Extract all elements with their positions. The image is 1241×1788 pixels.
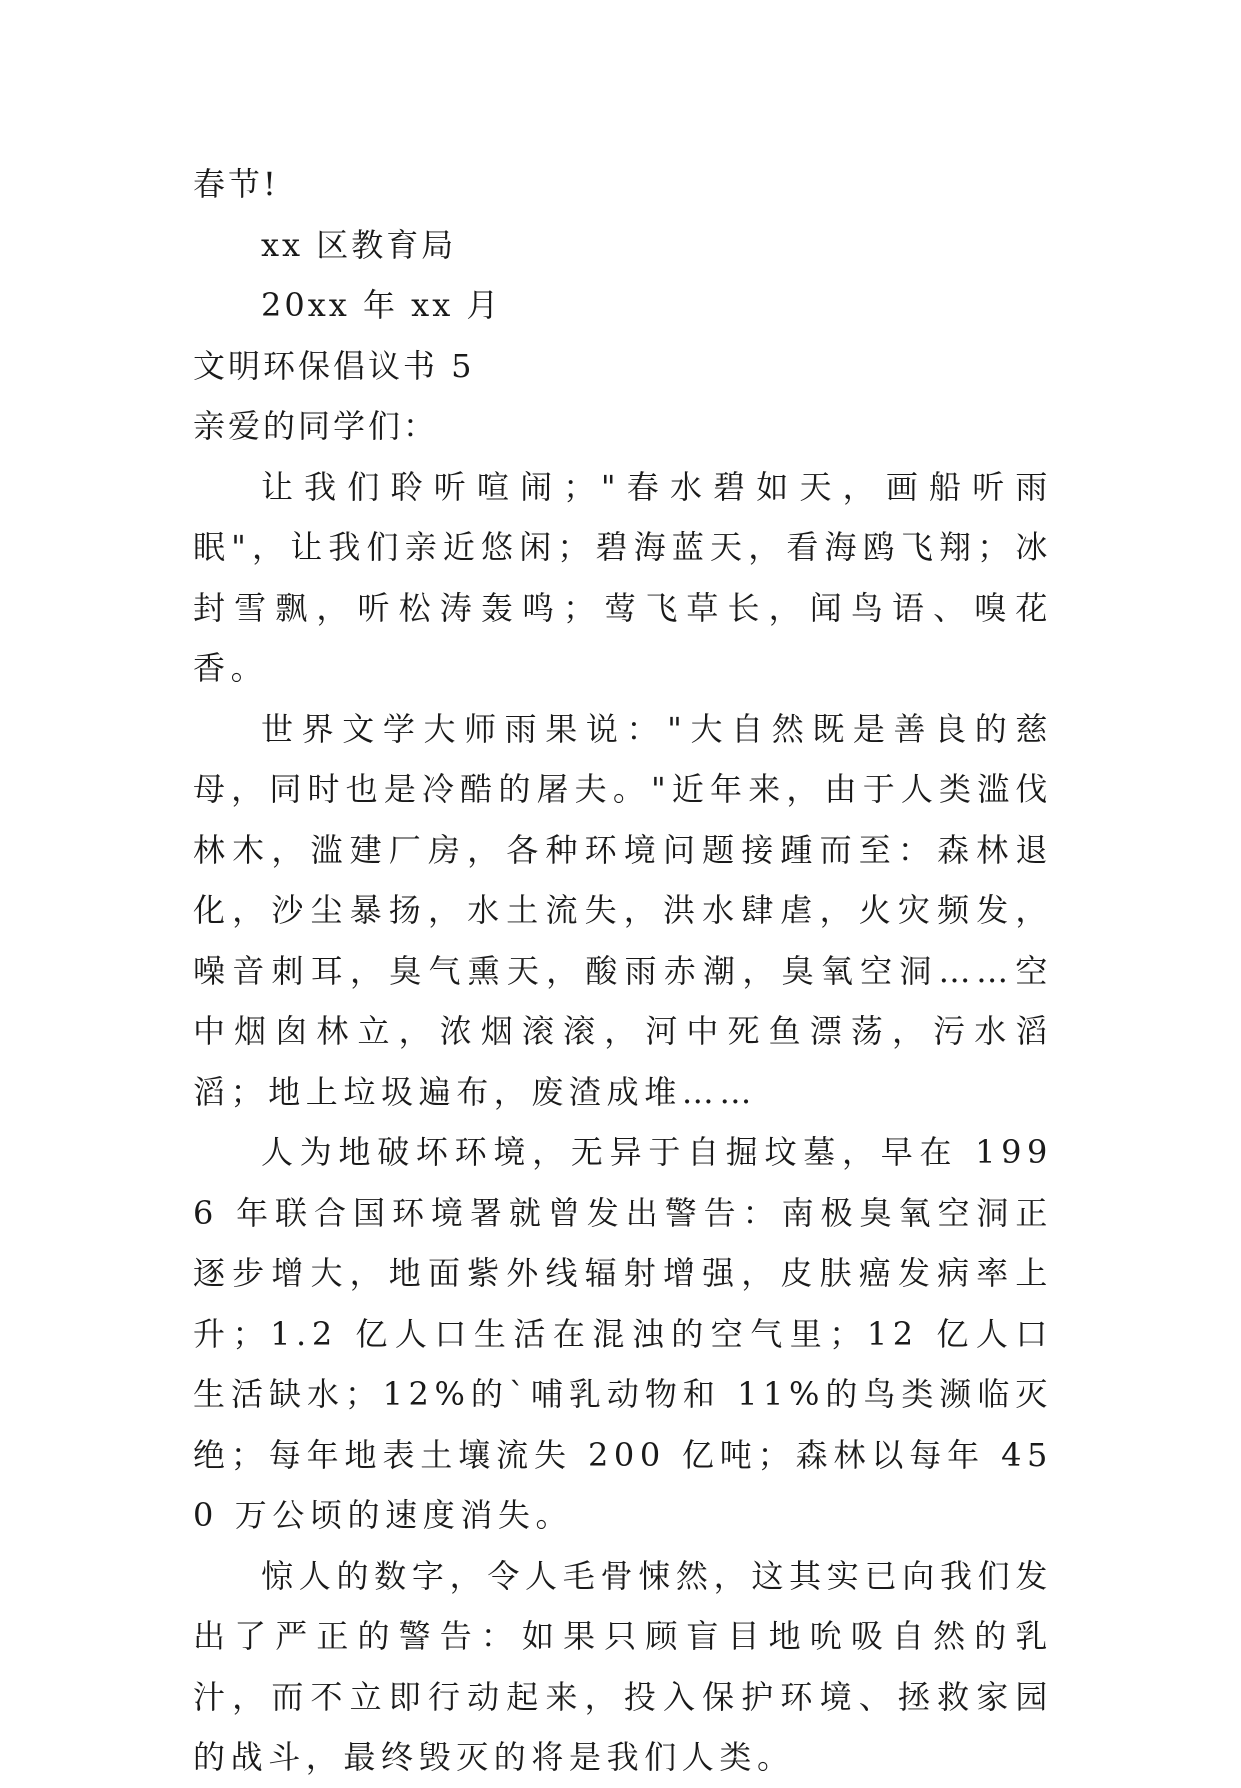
signature-organization: xx 区教育局 (261, 225, 457, 264)
closing-line: 春节! (193, 165, 279, 203)
signature-date: 20xx 年 xx 月 (261, 286, 502, 324)
paragraph: 世界文学大师雨果说："大自然既是善良的慈母，同时也是冷酷的屠夫。"近年来，由于人类滥伐林木，滥建厂房，各种环境问题接踵而至：森林退化，沙尘暴扬，水土流失，洪水肆虐，火灾频发，噪音刺耳，臭气熏天，酸雨赤潮，臭氧空洞……空中烟囱林立，浓烟滚滚，河中死鱼漂荡，污水滔滔；地上垃圾遍布，废渣成堆…… (193, 709, 1053, 1111)
paragraph: 让我们聆听喧闹；"春水碧如天，画船听雨眠"，让我们亲近悠闲；碧海蓝天，看海鸥飞翔；冰封雪飘，听松涛轰鸣；莺飞草长，闻鸟语、嗅花香。 (193, 467, 1053, 687)
document-title: 文明环保倡议书 5 (193, 346, 475, 385)
salutation: 亲爱的同学们： (193, 407, 439, 445)
document-body (193, 154, 1053, 1788)
paragraph: 惊人的数字，令人毛骨悚然，这其实已向我们发出了严正的警告：如果只顾盲目地吮吸自然的乳汁，而不立即行动起来，投入保护环境、拯救家园的战斗，最终毁灭的将是我们人类。 (193, 1556, 1053, 1776)
paragraph: 人为地破坏环境，无异于自掘坟墓，早在 1996 年联合国环境署就曾发出警告：南极臭氧空洞正逐步增大，地面紫外线辐射增强，皮肤癌发病率上升；1.2 亿人口生活在混浊的空气里；12 亿人口生活缺水；12%的`哺乳动物和 11%的鸟类濒临灭绝；每年地表土壤流失 200 亿吨；森林以每年 450 万公顷的速度消失。 (193, 1133, 1053, 1534)
